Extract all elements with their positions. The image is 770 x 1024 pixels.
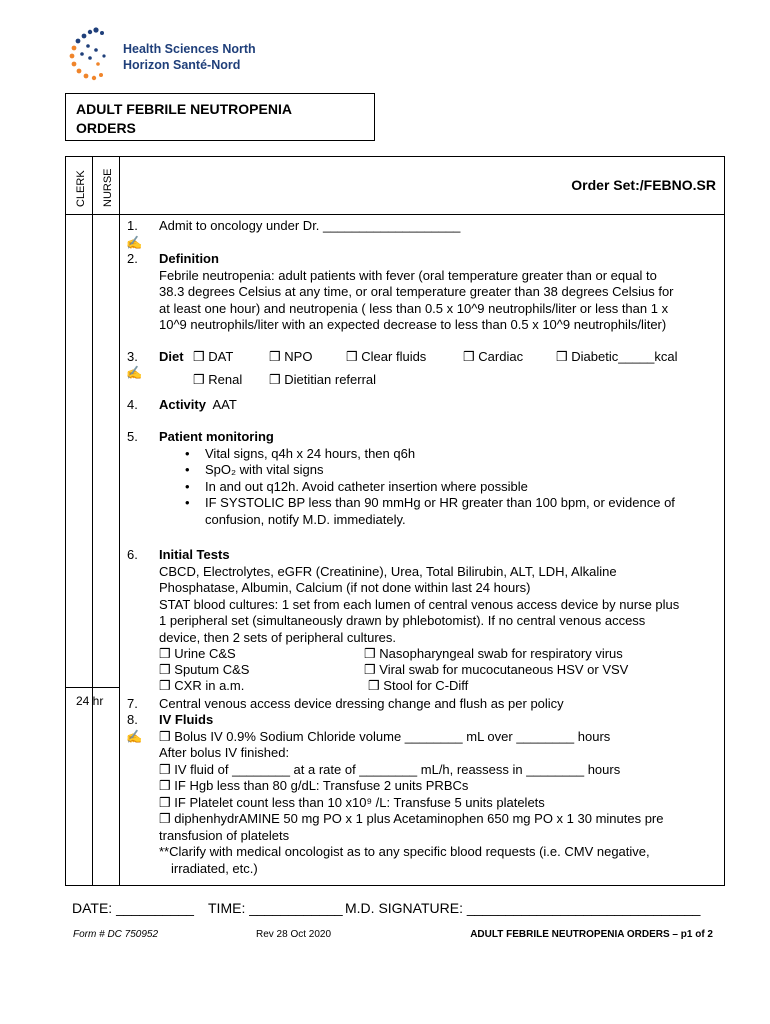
pen-icon: ✍ <box>126 729 143 744</box>
title-line-1: ADULT FEBRILE NEUTROPENIA <box>76 101 292 117</box>
naso-swab-checkbox[interactable]: ❒ Nasopharyngeal swab for respiratory virus <box>364 646 623 661</box>
definition-line: 10^9 neutrophils/liter with an expected decrease to less than 0.5 x 10^9 neutrophils/liter) <box>159 317 667 332</box>
diet-clear-checkbox[interactable]: ❒ Clear fluids <box>346 349 427 364</box>
iv-fluids-block <box>159 712 719 877</box>
definition-line: 38.3 degrees Celsius at any time, or oral temperature greater than 38 degrees Celsius for <box>159 284 674 299</box>
initial-tests-block <box>159 547 719 696</box>
item-number: 6. <box>127 547 138 562</box>
clerk-header: CLERK <box>75 170 87 207</box>
col-divider <box>92 157 93 885</box>
admit-line: Admit to oncology under Dr. ___________________ <box>159 218 461 233</box>
nurse-header: NURSE <box>102 168 114 207</box>
row-divider <box>66 687 119 688</box>
item-number: 1. <box>127 218 138 233</box>
org-name <box>123 41 256 73</box>
list-item: • In and out q12h. Avoid catheter insertion where possible <box>159 479 719 496</box>
pen-icon: ✍ <box>126 235 143 250</box>
diet-renal-checkbox[interactable]: ❒ Renal <box>193 372 243 387</box>
definition-title: Definition <box>159 251 219 266</box>
document-title-box <box>65 93 375 141</box>
clarify-note-2: irradiated, etc.) <box>171 860 258 876</box>
iv-after-label: After bolus IV finished: <box>159 745 290 760</box>
item-number: 4. <box>127 397 138 412</box>
form-number: Form # DC 750952 <box>73 929 159 940</box>
clarify-note: **Clarify with medical oncologist as to any specific blood requests (i.e. CMV negative, <box>159 844 650 859</box>
diet-cardiac-checkbox[interactable]: ❒ Cardiac <box>463 349 524 364</box>
side-label-24hr: 24 hr <box>76 694 104 708</box>
iv-diph-line-2: transfusion of platelets <box>159 827 290 843</box>
tests-line: CBCD, Electrolytes, eGFR (Creatinine), Urea, Total Bilirubin, ALT, LDH, Alkaline <box>159 563 617 579</box>
org-name-en: Health Sciences North <box>123 42 256 56</box>
monitoring-title: Patient monitoring <box>159 429 274 444</box>
page-indicator: ADULT FEBRILE NEUTROPENIA ORDERS – p1 of 2 <box>470 929 713 940</box>
col-divider <box>119 157 120 885</box>
activity-value: AAT <box>212 397 237 412</box>
tests-line: STAT blood cultures: 1 set from each lumen of central venous access device by nurse plus <box>159 596 680 612</box>
row-divider <box>66 214 724 215</box>
org-name-fr: Horizon Santé-Nord <box>123 58 241 72</box>
time-field[interactable]: TIME: ____________ <box>208 900 343 916</box>
iv-platelet-checkbox[interactable]: ❒ IF Platelet count less than 10 x10⁹ /L: Transfuse 5 units platelets <box>159 794 545 810</box>
date-field[interactable]: DATE: __________ <box>72 900 194 916</box>
iv-fluid-checkbox[interactable]: ❒ IV fluid of ________ at a rate of ________ mL/h, reassess in ________ hours <box>159 761 621 777</box>
definition-line: at least one hour) and neutropenia ( less than 0.5 x 10^9 neutrophils/liter or less than 1 x <box>159 300 669 316</box>
title-line-2: ORDERS <box>76 120 136 136</box>
item-number: 8. <box>127 712 138 727</box>
monitoring-block <box>159 429 719 528</box>
diet-label: Diet <box>159 349 184 364</box>
iv-bolus-checkbox[interactable]: ❒ Bolus IV 0.9% Sodium Chloride volume ________ mL over ________ hours <box>159 728 611 744</box>
tests-line: device, then 2 sets of peripheral cultures. <box>159 629 397 645</box>
list-item: • Vital signs, q4h x 24 hours, then q6h <box>159 446 719 463</box>
diet-diabetic-checkbox[interactable]: ❒ Diabetic_____kcal <box>556 349 678 364</box>
urine-cs-checkbox[interactable]: ❒ Urine C&S <box>159 646 236 661</box>
definition-block <box>159 251 719 334</box>
list-item: • SpO₂ with vital signs <box>159 462 719 479</box>
definition-line: Febrile neutropenia: adult patients with fever (oral temperature greater than or equal to <box>159 267 657 283</box>
diet-row <box>159 349 719 366</box>
cxr-checkbox[interactable]: ❒ CXR in a.m. <box>159 678 245 693</box>
hsn-logo-icon <box>66 26 110 82</box>
pen-icon: ✍ <box>126 365 143 380</box>
viral-swab-checkbox[interactable]: ❒ Viral swab for mucocutaneous HSV or VSV <box>364 662 629 677</box>
item-number: 5. <box>127 429 138 444</box>
activity-label: Activity <box>159 397 206 412</box>
item-number: 7. <box>127 696 138 711</box>
stool-checkbox[interactable]: ❒ Stool for C-Diff <box>368 678 469 693</box>
activity-row <box>159 397 719 414</box>
item-number: 3. <box>127 349 138 364</box>
tests-line: Phosphatase, Albumin, Calcium (if not done within last 24 hours) <box>159 580 531 595</box>
diet-dat-checkbox[interactable]: ❒ DAT <box>193 349 234 364</box>
list-item: • IF SYSTOLIC BP less than 90 mmHg or HR greater than 100 bpm, or evidence of confusion, notify M.D. immediately. <box>159 495 719 528</box>
iv-hgb-checkbox[interactable]: ❒ IF Hgb less than 80 g/dL: Transfuse 2 units PRBCs <box>159 778 469 793</box>
tests-line: 1 peripheral set (simultaneously drawn by phlebotomist). If no central venous access <box>159 613 646 628</box>
dietitian-referral-checkbox[interactable]: ❒ Dietitian referral <box>269 372 377 387</box>
item-number: 2. <box>127 251 138 266</box>
cvad-line: Central venous access device dressing change and flush as per policy <box>159 696 564 711</box>
sputum-cs-checkbox[interactable]: ❒ Sputum C&S <box>159 662 250 677</box>
md-signature-field[interactable]: M.D. SIGNATURE: ______________________________ <box>345 900 701 916</box>
iv-diphenhydramine-checkbox[interactable]: ❒ diphenhydrAMINE 50 mg PO x 1 plus Acetaminophen 650 mg PO x 1 30 minutes pre <box>159 811 664 826</box>
iv-title: IV Fluids <box>159 712 214 727</box>
diet-npo-checkbox[interactable]: ❒ NPO <box>269 349 313 364</box>
order-set-code: Order Set:/FEBNO.SR <box>571 177 716 193</box>
tests-title: Initial Tests <box>159 547 230 562</box>
revision-date: Rev 28 Oct 2020 <box>256 929 332 940</box>
orders-table <box>65 156 725 886</box>
